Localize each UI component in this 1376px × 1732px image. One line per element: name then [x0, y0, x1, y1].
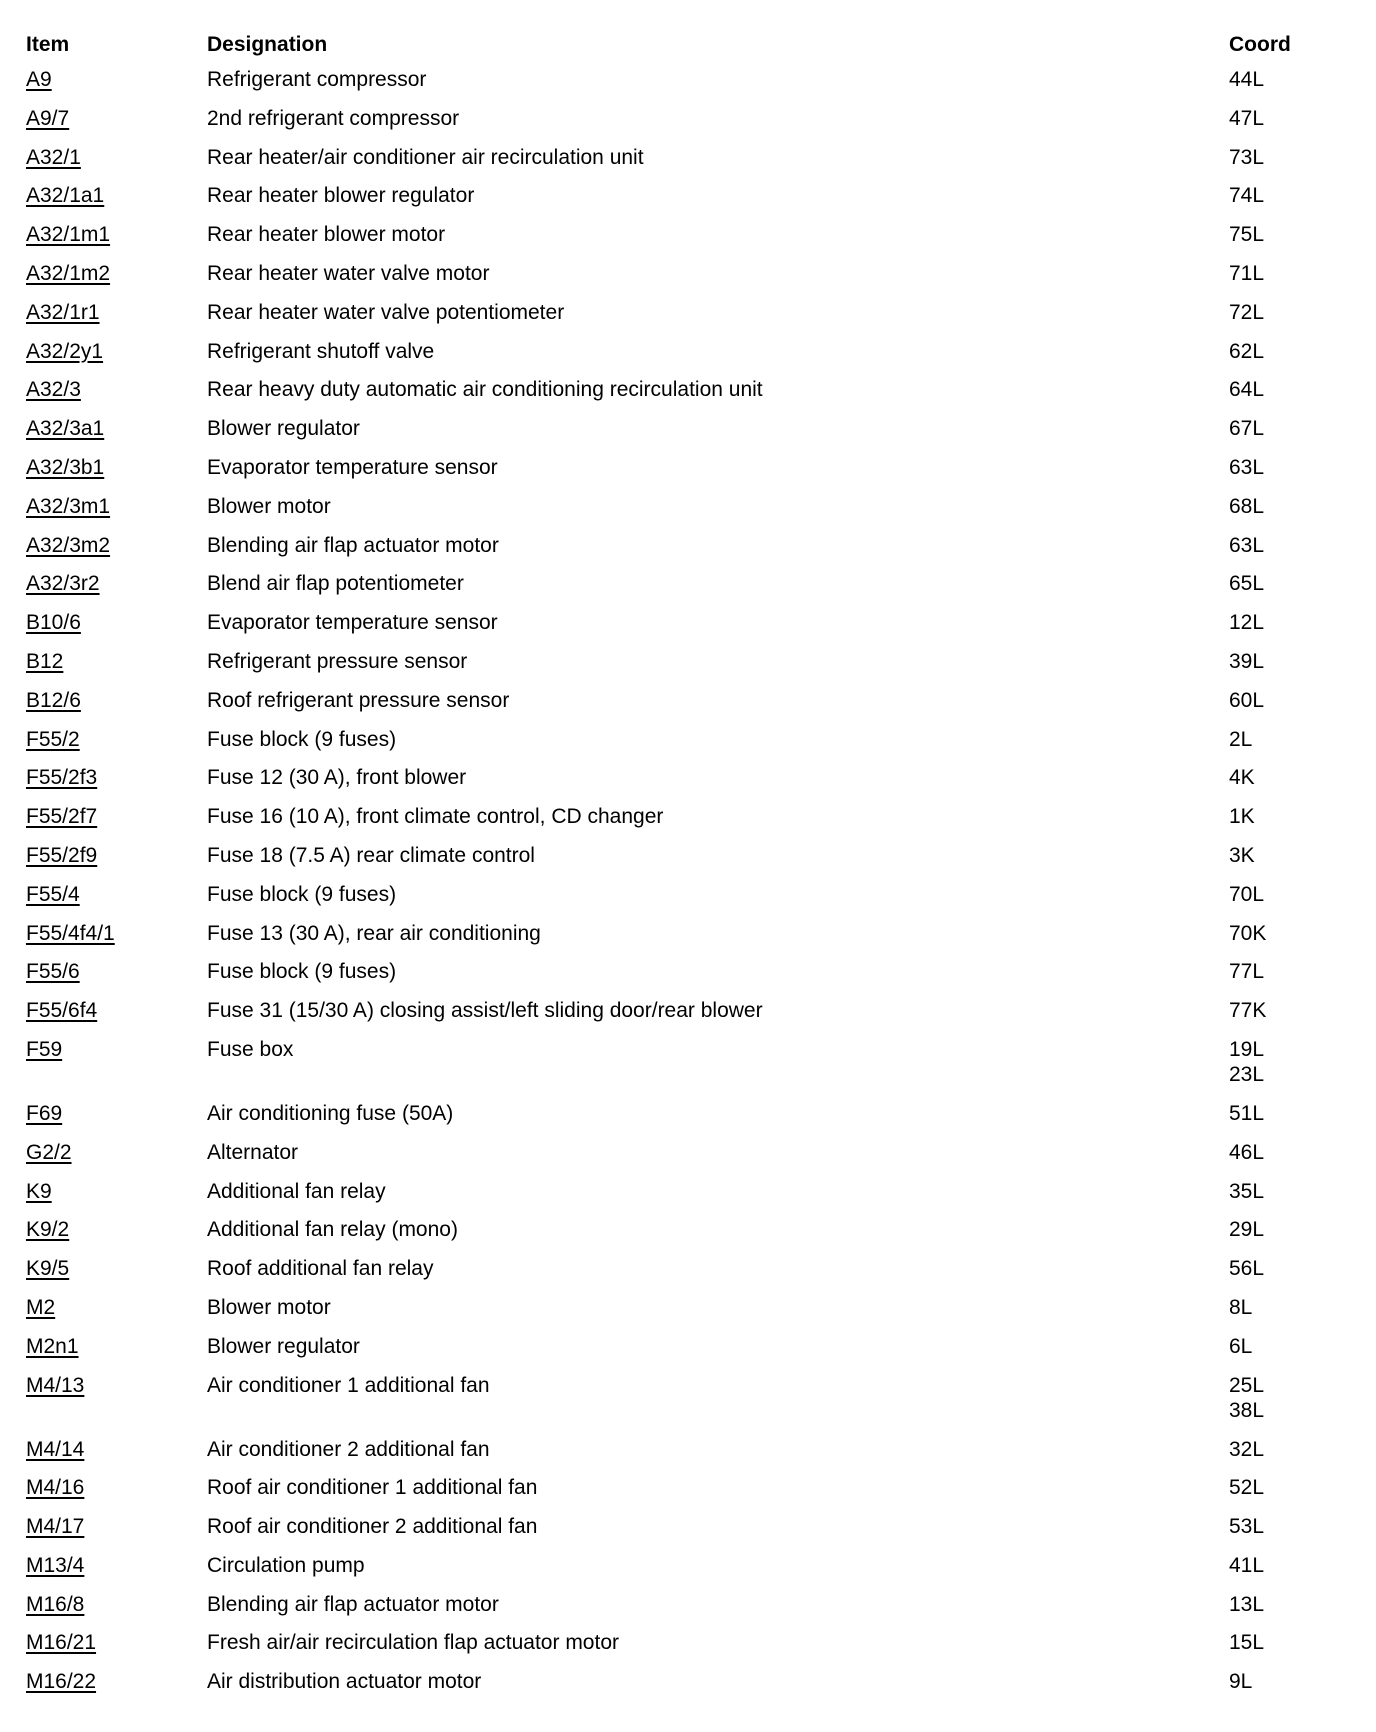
coord-value: 75L: [1229, 223, 1265, 247]
coord-value: 62L: [1229, 339, 1265, 363]
designation-cell: Blower regulator: [207, 417, 360, 441]
item-link[interactable]: A32/3a1: [26, 417, 105, 441]
item-cell: [26, 721, 207, 752]
item-link[interactable]: F55/2: [26, 727, 80, 751]
item-cell: [26, 527, 207, 558]
designation-cell: Alternator: [207, 1140, 299, 1164]
item-cell: [26, 1663, 207, 1694]
designation-cell: Additional fan relay: [207, 1179, 386, 1203]
designation-cell: Rear heater blower regulator: [207, 184, 475, 208]
table-row: [26, 1547, 1326, 1586]
designation-cell: Blower motor: [207, 494, 331, 518]
designation-cell: Air conditioning fuse (50A): [207, 1101, 454, 1125]
item-link[interactable]: A32/1r1: [26, 300, 100, 324]
designation-cell: Fuse block (9 fuses): [207, 960, 397, 984]
coord-value: 39L: [1229, 649, 1265, 673]
table-row: [26, 1328, 1326, 1367]
item-cell: [26, 1031, 207, 1062]
item-link[interactable]: F59: [26, 1037, 63, 1061]
designation-cell: Fuse 18 (7.5 A) rear climate control: [207, 843, 535, 867]
coord-cell: [1229, 759, 1326, 790]
item-link[interactable]: A32/1: [26, 145, 81, 169]
item-cell: [26, 759, 207, 790]
designation-cell: Rear heater water valve motor: [207, 261, 490, 285]
item-cell: [26, 1547, 207, 1578]
coord-cell: [1229, 449, 1326, 480]
coord-cell: [1229, 604, 1326, 635]
designation-cell: Blend air flap potentiometer: [207, 572, 464, 596]
item-cell: [26, 1134, 207, 1165]
item-cell: [26, 100, 207, 131]
coord-cell: [1229, 1367, 1326, 1423]
coord-cell: [1229, 61, 1326, 92]
coord-cell: [1229, 798, 1326, 829]
item-link[interactable]: A32/3b1: [26, 455, 105, 479]
coord-cell: [1229, 915, 1326, 946]
coord-cell: [1229, 837, 1326, 868]
item-cell: [26, 216, 207, 247]
coord-cell: [1229, 682, 1326, 713]
table-row: [26, 1134, 1326, 1173]
coord-value: 8L: [1229, 1295, 1253, 1319]
table-row: [26, 1586, 1326, 1625]
designation-cell: 2nd refrigerant compressor: [207, 106, 460, 130]
item-cell: [26, 1586, 207, 1617]
item-cell: [26, 1328, 207, 1359]
item-link[interactable]: A32/3r2: [26, 572, 100, 596]
coord-value: 71L: [1229, 261, 1265, 285]
coord-cell: [1229, 139, 1326, 170]
coord-cell: [1229, 1134, 1326, 1165]
designation-cell: Rear heater/air conditioner air recirculation unit: [207, 145, 644, 169]
coord-value: 63L: [1229, 533, 1265, 557]
coord-value: 19L: [1229, 1037, 1265, 1061]
coord-cell: [1229, 1211, 1326, 1242]
coord-value: 12L: [1229, 611, 1265, 635]
item-link[interactable]: B12/6: [26, 688, 81, 712]
designation-cell: Fuse 13 (30 A), rear air conditioning: [207, 921, 541, 945]
item-link[interactable]: K9/2: [26, 1218, 70, 1242]
designation-cell: Rear heater water valve potentiometer: [207, 300, 565, 324]
coord-value: 13L: [1229, 1592, 1265, 1616]
item-link[interactable]: M4/17: [26, 1515, 85, 1539]
item-link[interactable]: B12: [26, 649, 64, 673]
item-link[interactable]: F55/2f3: [26, 766, 98, 790]
designation-cell: Fuse 16 (10 A), front climate control, CD changer: [207, 805, 664, 829]
table-row: [26, 992, 1326, 1031]
coord-value: 6L: [1229, 1334, 1253, 1358]
coord-value: 77L: [1229, 960, 1265, 984]
designation-cell: Refrigerant shutoff valve: [207, 339, 435, 363]
designation-cell: Air conditioner 2 additional fan: [207, 1437, 490, 1461]
item-link[interactable]: F55/2f9: [26, 843, 98, 867]
item-cell: [26, 915, 207, 946]
table-row: [26, 837, 1326, 876]
designation-cell: Roof air conditioner 1 additional fan: [207, 1476, 538, 1500]
item-link[interactable]: M4/14: [26, 1437, 85, 1461]
coord-cell: [1229, 1173, 1326, 1204]
coord-cell: [1229, 216, 1326, 247]
table-row: [26, 643, 1326, 682]
coord-value: 41L: [1229, 1553, 1265, 1577]
designation-cell: Refrigerant compressor: [207, 68, 427, 91]
coord-value: 23L: [1229, 1062, 1265, 1086]
coord-cell: [1229, 1469, 1326, 1500]
item-link[interactable]: K9: [26, 1179, 52, 1203]
coord-value: 64L: [1229, 378, 1265, 402]
coord-cell: [1229, 1663, 1326, 1694]
item-link[interactable]: M16/22: [26, 1670, 97, 1694]
coord-value: 29L: [1229, 1218, 1265, 1242]
designation-cell: Rear heavy duty automatic air conditioning recirculation unit: [207, 378, 763, 402]
coord-cell: [1229, 177, 1326, 208]
coord-value: 74L: [1229, 184, 1265, 208]
coord-cell: [1229, 1624, 1326, 1655]
designation-cell: Blower motor: [207, 1295, 331, 1319]
item-cell: [26, 488, 207, 519]
item-link[interactable]: A32/3m1: [26, 494, 111, 518]
coord-cell: [1229, 333, 1326, 364]
item-link[interactable]: B10/6: [26, 611, 81, 635]
item-link[interactable]: A32/2y1: [26, 339, 104, 363]
coord-value: 47L: [1229, 106, 1265, 130]
item-cell: [26, 371, 207, 402]
item-link[interactable]: A9/7: [26, 106, 70, 130]
coord-cell: [1229, 565, 1326, 596]
coord-cell: [1229, 1289, 1326, 1320]
table-row: [26, 1431, 1326, 1470]
header-designation: Designation: [207, 33, 328, 56]
header-coord: Coord: [1229, 33, 1291, 56]
coord-value: 70L: [1229, 882, 1265, 906]
item-cell: [26, 992, 207, 1023]
coord-value: 77K: [1229, 999, 1267, 1023]
coord-value: 9L: [1229, 1670, 1253, 1694]
item-cell: [26, 61, 207, 92]
item-cell: [26, 410, 207, 441]
item-cell: [26, 1250, 207, 1281]
coord-value: 46L: [1229, 1140, 1265, 1164]
coord-value: 73L: [1229, 145, 1265, 169]
coord-cell: [1229, 643, 1326, 674]
designation-cell: Blower regulator: [207, 1334, 360, 1358]
designation-cell: Fresh air/air recirculation flap actuator motor: [207, 1631, 619, 1655]
item-link[interactable]: G2/2: [26, 1140, 72, 1164]
designation-cell: Rear heater blower motor: [207, 223, 446, 247]
item-link[interactable]: F55/4: [26, 882, 80, 906]
coord-value: 52L: [1229, 1476, 1265, 1500]
table-row: [26, 682, 1326, 721]
designation-cell: Air distribution actuator motor: [207, 1670, 482, 1694]
item-link[interactable]: M2: [26, 1295, 56, 1319]
coord-cell: [1229, 1031, 1326, 1087]
item-cell: [26, 682, 207, 713]
item-cell: [26, 837, 207, 868]
item-link[interactable]: A32/1m2: [26, 261, 111, 285]
coord-cell: [1229, 488, 1326, 519]
coord-value: 15L: [1229, 1631, 1265, 1655]
item-cell: [26, 1173, 207, 1204]
coord-value: 3K: [1229, 843, 1255, 867]
item-cell: [26, 1469, 207, 1500]
item-link[interactable]: M4/16: [26, 1476, 85, 1500]
header-item: Item: [26, 33, 70, 56]
table-row: [26, 876, 1326, 915]
coord-cell: [1229, 100, 1326, 131]
item-cell: [26, 1508, 207, 1539]
item-link[interactable]: F55/6: [26, 960, 80, 984]
item-link[interactable]: M16/21: [26, 1631, 97, 1655]
table-row: [26, 139, 1326, 178]
table-row: [26, 1663, 1326, 1702]
coord-cell: [1229, 1508, 1326, 1539]
table-row: [26, 1367, 1326, 1431]
designation-cell: Fuse box: [207, 1037, 294, 1061]
coord-value: 56L: [1229, 1257, 1265, 1281]
designation-cell: Roof additional fan relay: [207, 1257, 434, 1281]
item-link[interactable]: M4/13: [26, 1373, 85, 1397]
coord-value: 38L: [1229, 1398, 1265, 1422]
coord-value: 63L: [1229, 455, 1265, 479]
table-row: [26, 1508, 1326, 1547]
designation-cell: Fuse block (9 fuses): [207, 727, 397, 751]
table-row: [26, 565, 1326, 604]
coord-value: 35L: [1229, 1179, 1265, 1203]
designation-cell: Fuse 12 (30 A), front blower: [207, 766, 467, 790]
item-link[interactable]: K9/5: [26, 1257, 70, 1281]
table-row: [26, 100, 1326, 139]
designation-cell: Blending air flap actuator motor: [207, 1592, 499, 1616]
item-cell: [26, 1289, 207, 1320]
table-header: [26, 29, 1326, 61]
item-cell: [26, 565, 207, 596]
item-link[interactable]: A9: [26, 68, 52, 91]
item-cell: [26, 333, 207, 364]
item-link[interactable]: A32/1m1: [26, 223, 111, 247]
coord-value: 60L: [1229, 688, 1265, 712]
table-row: [26, 1289, 1326, 1328]
item-cell: [26, 1367, 207, 1398]
coord-value: 4K: [1229, 766, 1255, 790]
table-row: [26, 216, 1326, 255]
item-link[interactable]: F69: [26, 1101, 63, 1125]
item-link[interactable]: M16/8: [26, 1592, 85, 1616]
coord-cell: [1229, 992, 1326, 1023]
designation-cell: Roof air conditioner 2 additional fan: [207, 1515, 538, 1539]
coord-cell: [1229, 1095, 1326, 1126]
coord-cell: [1229, 1547, 1326, 1578]
coord-value: 53L: [1229, 1515, 1265, 1539]
table-row: [26, 61, 1326, 100]
coord-cell: [1229, 721, 1326, 752]
item-cell: [26, 1095, 207, 1126]
designation-cell: Air conditioner 1 additional fan: [207, 1373, 490, 1397]
coord-cell: [1229, 1328, 1326, 1359]
coord-value: 68L: [1229, 494, 1265, 518]
table-row: [26, 333, 1326, 372]
table-row: [26, 177, 1326, 216]
coord-cell: [1229, 876, 1326, 907]
coord-cell: [1229, 410, 1326, 441]
coord-cell: [1229, 527, 1326, 558]
table-row: [26, 1624, 1326, 1663]
coord-cell: [1229, 953, 1326, 984]
designation-cell: Fuse 31 (15/30 A) closing assist/left sliding door/rear blower: [207, 999, 763, 1023]
coord-value: 44L: [1229, 68, 1265, 91]
item-cell: [26, 953, 207, 984]
table-row: [26, 1250, 1326, 1289]
table-row: [26, 1031, 1326, 1095]
table-row: [26, 798, 1326, 837]
item-cell: [26, 643, 207, 674]
table-row: [26, 371, 1326, 410]
table-row: [26, 294, 1326, 333]
table-row: [26, 759, 1326, 798]
table-row: [26, 255, 1326, 294]
coord-cell: [1229, 1586, 1326, 1617]
designation-cell: Additional fan relay (mono): [207, 1218, 458, 1242]
item-cell: [26, 449, 207, 480]
table-row: [26, 449, 1326, 488]
item-cell: [26, 177, 207, 208]
table-row: [26, 1173, 1326, 1212]
coord-cell: [1229, 1431, 1326, 1462]
item-cell: [26, 294, 207, 325]
item-link[interactable]: A32/3m2: [26, 533, 111, 557]
table-row: [26, 915, 1326, 954]
coord-value: 65L: [1229, 572, 1265, 596]
table-row: [26, 604, 1326, 643]
item-cell: [26, 604, 207, 635]
item-link[interactable]: M13/4: [26, 1553, 85, 1577]
component-legend-table: [26, 29, 1326, 1702]
table-row: [26, 953, 1326, 992]
table-row: [26, 721, 1326, 760]
coord-value: 72L: [1229, 300, 1265, 324]
designation-cell: Evaporator temperature sensor: [207, 455, 498, 479]
coord-value: 32L: [1229, 1437, 1265, 1461]
designation-cell: Blending air flap actuator motor: [207, 533, 499, 557]
item-link[interactable]: F55/6f4: [26, 999, 98, 1023]
coord-value: 2L: [1229, 727, 1253, 751]
designation-cell: Fuse block (9 fuses): [207, 882, 397, 906]
table-row: [26, 1211, 1326, 1250]
coord-cell: [1229, 1250, 1326, 1281]
table-row: [26, 488, 1326, 527]
table-row: [26, 527, 1326, 566]
designation-cell: Roof refrigerant pressure sensor: [207, 688, 510, 712]
coord-value: 70K: [1229, 921, 1267, 945]
item-link[interactable]: F55/4f4/1: [26, 921, 115, 945]
table-body: [26, 61, 1326, 1702]
designation-cell: Refrigerant pressure sensor: [207, 649, 468, 673]
item-link[interactable]: A32/1a1: [26, 184, 105, 208]
table-row: [26, 1469, 1326, 1508]
coord-cell: [1229, 371, 1326, 402]
table-row: [26, 1095, 1326, 1134]
item-link[interactable]: F55/2f7: [26, 805, 98, 829]
designation-cell: Circulation pump: [207, 1553, 365, 1577]
coord-value: 67L: [1229, 417, 1265, 441]
coord-cell: [1229, 255, 1326, 286]
table-row: [26, 410, 1326, 449]
item-cell: [26, 255, 207, 286]
coord-value: 1K: [1229, 805, 1255, 829]
item-link[interactable]: M2n1: [26, 1334, 79, 1358]
coord-value: 25L: [1229, 1373, 1265, 1397]
item-cell: [26, 798, 207, 829]
coord-cell: [1229, 294, 1326, 325]
item-cell: [26, 1624, 207, 1655]
coord-value: 51L: [1229, 1101, 1265, 1125]
item-cell: [26, 139, 207, 170]
designation-cell: Evaporator temperature sensor: [207, 611, 498, 635]
item-cell: [26, 1431, 207, 1462]
item-cell: [26, 876, 207, 907]
item-cell: [26, 1211, 207, 1242]
item-link[interactable]: A32/3: [26, 378, 81, 402]
